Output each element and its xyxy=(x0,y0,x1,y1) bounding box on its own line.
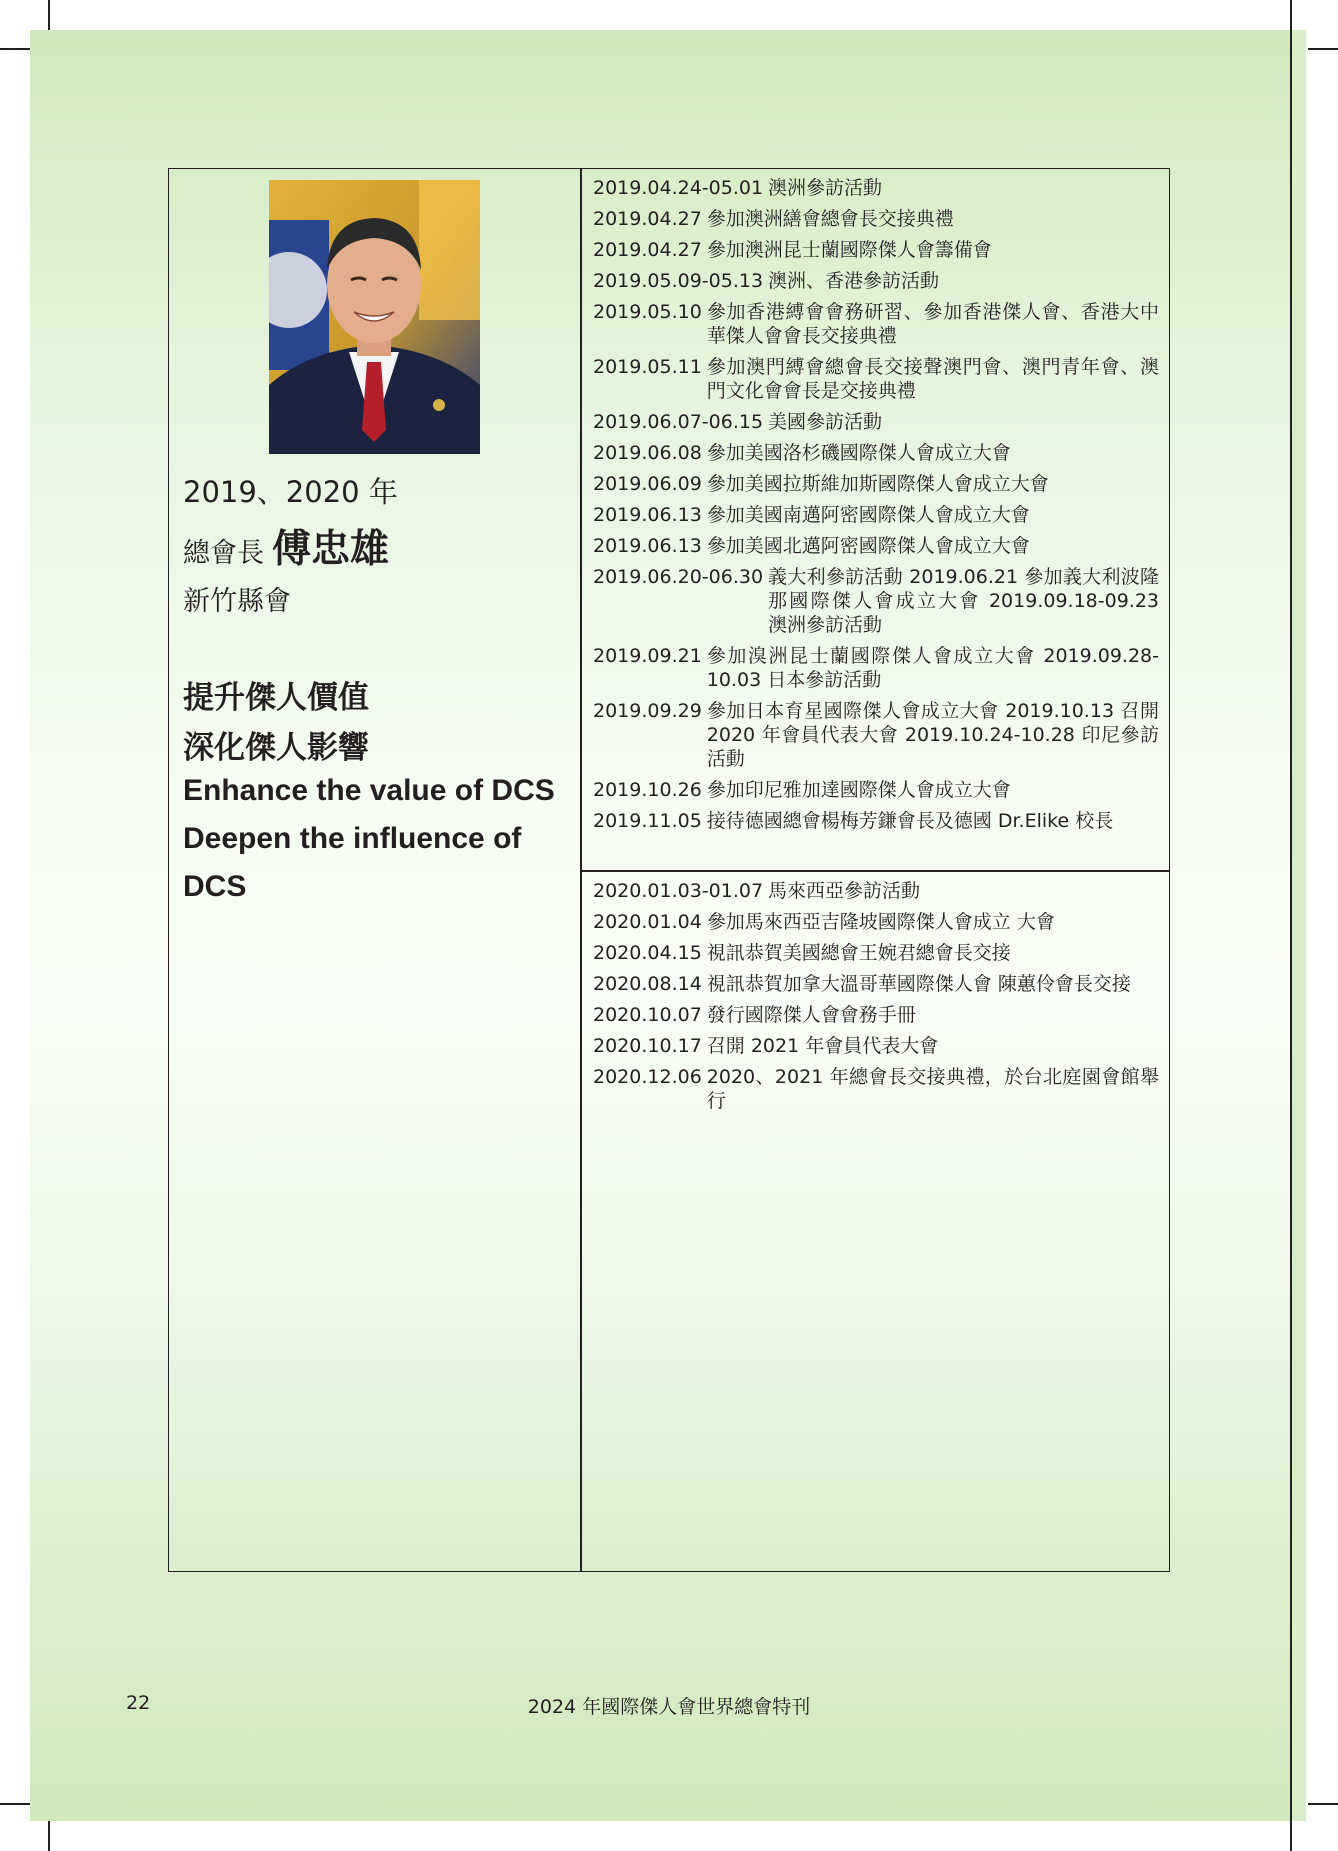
event-description: 參加美國洛杉磯國際傑人會成立大會 xyxy=(706,442,1011,464)
event-item xyxy=(593,565,1159,637)
motto-english xyxy=(183,767,563,911)
president-name: 傅忠雄 xyxy=(272,527,390,572)
event-description: 參加印尼雅加達國際傑人會成立大會 xyxy=(706,779,1011,801)
event-date: 2019.04.24-05.01 xyxy=(593,177,764,199)
event-item xyxy=(593,207,1159,231)
event-description: 參加日本育星國際傑人會成立大會 2019.10.13 召開 2020 年會員代表大會 2019.10.24-10.28 印尼參訪活動 xyxy=(706,700,1159,770)
event-description: 參加溴洲昆士蘭國際傑人會成立大會 2019.09.28-10.03 日本參訪活動 xyxy=(706,645,1159,691)
crop-mark xyxy=(0,1803,30,1805)
event-date: 2020.08.14 xyxy=(593,973,702,995)
event-date: 2019.06.20-06.30 xyxy=(593,566,764,588)
event-date: 2019.09.21 xyxy=(593,645,702,667)
event-date: 2019.04.27 xyxy=(593,239,702,261)
event-date: 2019.09.29 xyxy=(593,700,702,722)
event-description: 澳洲、香港參訪活動 xyxy=(768,270,940,292)
event-date: 2020.10.07 xyxy=(593,1004,702,1026)
event-date: 2019.06.13 xyxy=(593,504,702,526)
event-description: 參加香港縛會會務研習、參加香港傑人會、香港大中華傑人會會長交接典禮 xyxy=(706,301,1159,347)
event-item xyxy=(593,778,1159,802)
event-description: 視訊恭賀美國總會王婉君總會長交接 xyxy=(706,942,1011,964)
event-item xyxy=(593,472,1159,496)
event-description: 召開 2021 年會員代表大會 xyxy=(706,1035,939,1057)
crop-mark xyxy=(48,1821,50,1851)
page-edge-strip xyxy=(1292,30,1306,1821)
motto-en-line: Enhance the value of DCS xyxy=(183,774,555,807)
event-item xyxy=(593,503,1159,527)
event-item xyxy=(593,269,1159,293)
event-item xyxy=(593,910,1159,934)
crop-mark xyxy=(0,48,30,50)
event-description: 參加澳洲繕會總會長交接典禮 xyxy=(706,208,954,230)
event-item xyxy=(593,699,1159,771)
term-years: 2019、2020 年 xyxy=(183,475,398,509)
president-portrait xyxy=(269,180,480,454)
event-description: 參加澳門縛會總會長交接聲澳門會、澳門青年會、澳門文化會會長是交接典禮 xyxy=(706,356,1159,402)
president-title xyxy=(183,524,389,583)
event-date: 2019.05.11 xyxy=(593,356,702,378)
event-item xyxy=(593,644,1159,692)
event-item xyxy=(593,1034,1159,1058)
event-date: 2020.10.17 xyxy=(593,1035,702,1057)
events-2019-list xyxy=(593,176,1159,840)
page-trim-line xyxy=(1290,0,1292,1851)
event-description: 馬來西亞參訪活動 xyxy=(768,880,921,902)
event-date: 2019.06.07-06.15 xyxy=(593,411,764,433)
crop-mark xyxy=(48,0,50,30)
event-description: 澳洲參訪活動 xyxy=(768,177,883,199)
event-item xyxy=(593,879,1159,903)
event-item xyxy=(593,1003,1159,1027)
event-item xyxy=(593,176,1159,200)
event-item xyxy=(593,410,1159,434)
event-item xyxy=(593,534,1159,558)
event-description: 參加澳洲昆士蘭國際傑人會籌備會 xyxy=(706,239,992,261)
event-item xyxy=(593,941,1159,965)
event-date: 2019.06.13 xyxy=(593,535,702,557)
event-date: 2019.05.09-05.13 xyxy=(593,270,764,292)
event-description: 美國參訪活動 xyxy=(768,411,883,433)
motto-zh-line: 提升傑人價值 xyxy=(183,680,369,716)
event-date: 2020.01.04 xyxy=(593,911,702,933)
motto-chinese xyxy=(183,673,369,773)
event-description: 參加美國北邁阿密國際傑人會成立大會 xyxy=(706,535,1030,557)
event-description: 接待德國總會楊梅芳鎌會長及德國 Dr.Elike 校長 xyxy=(706,810,1114,832)
role-label: 總會長 xyxy=(183,538,264,569)
crop-mark xyxy=(1308,1803,1338,1805)
event-description: 2020、2021 年總會長交接典禮，於台北庭園會館舉行 xyxy=(706,1066,1159,1112)
event-item xyxy=(593,300,1159,348)
page-number: 22 xyxy=(126,1692,151,1714)
event-description: 參加馬來西亞吉隆坡國際傑人會成立 大會 xyxy=(706,911,1055,933)
event-item xyxy=(593,238,1159,262)
event-description: 義大利參訪活動 2019.06.21 參加義大利波隆那國際傑人會成立大會 2019.09.18-09.23 澳洲參訪活動 xyxy=(768,566,1159,636)
event-date: 2019.05.10 xyxy=(593,301,702,323)
event-description: 參加美國拉斯維加斯國際傑人會成立大會 xyxy=(706,473,1049,495)
events-2020-list xyxy=(593,879,1159,1120)
event-date: 2019.10.26 xyxy=(593,779,702,801)
event-date: 2020.01.03-01.07 xyxy=(593,880,764,902)
event-date: 2020.04.15 xyxy=(593,942,702,964)
motto-zh-line: 深化傑人影響 xyxy=(183,730,369,766)
event-date: 2019.06.08 xyxy=(593,442,702,464)
row-divider xyxy=(581,870,1170,872)
event-item xyxy=(593,1065,1159,1113)
motto-en-line: Deepen the influence of DCS xyxy=(183,822,522,903)
event-item xyxy=(593,355,1159,403)
event-item xyxy=(593,809,1159,833)
event-item xyxy=(593,441,1159,465)
event-date: 2019.04.27 xyxy=(593,208,702,230)
crop-mark xyxy=(1308,48,1338,50)
event-description: 發行國際傑人會會務手冊 xyxy=(706,1004,916,1026)
event-date: 2020.12.06 xyxy=(593,1066,702,1088)
event-date: 2019.11.05 xyxy=(593,810,702,832)
publication-title: 2024 年國際傑人會世界總會特刊 xyxy=(527,1696,811,1718)
event-item xyxy=(593,972,1159,996)
club-name: 新竹縣會 xyxy=(183,586,291,617)
event-date: 2019.06.09 xyxy=(593,473,702,495)
event-description: 視訊恭賀加拿大溫哥華國際傑人會 陳蕙伶會長交接 xyxy=(706,973,1131,995)
event-description: 參加美國南邁阿密國際傑人會成立大會 xyxy=(706,504,1030,526)
